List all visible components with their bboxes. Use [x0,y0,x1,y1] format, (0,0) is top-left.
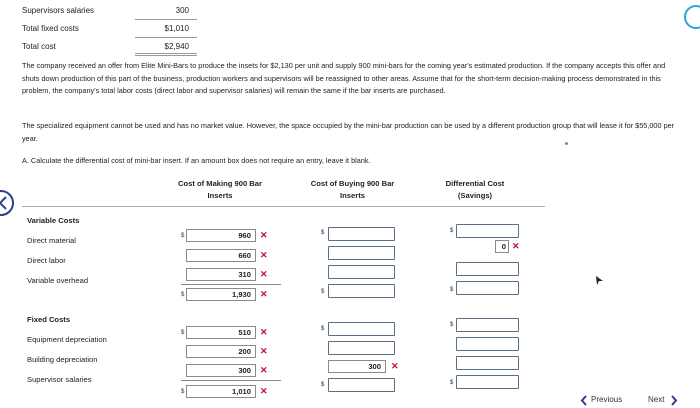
previous-button[interactable] [580,394,630,408]
top-row-value: 300 [175,6,189,15]
chevron-left-icon [0,192,12,214]
differential-building-depreciation-input[interactable] [456,337,519,351]
dollar-sign: $ [450,287,454,293]
incorrect-mark-icon: ✕ [260,230,268,240]
cursor-dot [565,142,568,145]
subtotal-line [181,380,281,381]
top-row-value: $1,010 [164,24,189,33]
side-panel-ring-icon[interactable] [684,5,700,29]
mouse-cursor-icon [596,276,604,286]
buying-building-depreciation-input[interactable] [328,341,395,355]
making-variable-overhead-input[interactable]: 310 [186,268,256,281]
buying-variable-total-input[interactable] [328,284,395,298]
dollar-sign: $ [450,322,454,328]
dollar-sign: $ [450,228,454,234]
dollar-sign: $ [181,292,185,298]
dollar-sign: $ [321,230,325,236]
buying-supervisor-salaries-input[interactable]: 300 [328,360,386,373]
row-label-building-depreciation: Building depreciation [27,355,98,364]
making-equipment-depreciation-input[interactable]: 510 [186,326,256,339]
divider [135,37,197,38]
dollar-sign: $ [321,326,325,332]
making-building-depreciation-input[interactable]: 200 [186,345,256,358]
differential-fixed-total-input[interactable] [456,375,519,389]
differential-direct-labor-input[interactable]: 0 [495,240,509,253]
chevron-right-icon [670,395,678,406]
section-header-fixed: Fixed Costs [27,315,71,324]
making-supervisor-salaries-input[interactable]: 300 [186,364,256,377]
buying-equipment-depreciation-input[interactable] [328,322,395,336]
incorrect-mark-icon: ✕ [260,386,268,396]
subtotal-line [181,284,281,285]
row-label-direct-labor: Direct labor [27,256,66,265]
top-row-label: Supervisors salaries [22,6,95,15]
divider [135,19,197,20]
top-row-label: Total fixed costs [22,24,79,33]
incorrect-mark-icon: ✕ [260,269,268,279]
double-underline [135,53,197,54]
making-variable-total-input[interactable]: 1,930 [186,288,256,301]
top-row-value: $2,940 [164,42,189,51]
instruction-text: A. Calculate the differential cost of mini-bar insert. If an amount box does not require an entry, leave it blank. [22,156,371,165]
column-header-making: Cost of Making 900 Bar Inserts [178,179,262,200]
making-fixed-total-input[interactable]: 1,010 [186,385,256,398]
buying-fixed-total-input[interactable] [328,378,395,392]
making-direct-material-input[interactable]: 960 [186,229,256,242]
incorrect-mark-icon: ✕ [260,346,268,356]
chevron-left-icon [580,395,588,406]
differential-variable-total-input[interactable] [456,281,519,295]
incorrect-mark-icon: ✕ [260,365,268,375]
problem-text-paragraph: The company received an offer from Elite Mini-Bars to produce the insets for $2,130 per unit and supply 900 mini-bars for the coming year's estimated production. If the company accepts this offer and shuts down production of this part of the business, production workers and supervisors will be reassigned to other areas. Assume that for the short-term decision-making process demonstrated in this problem, the company's total labor costs (direct labor and supervisor salaries) will remain the same if the bar inserts are purchased. [22,61,666,95]
section-header-variable: Variable Costs [27,216,80,225]
differential-supervisor-salaries-input[interactable] [456,356,519,370]
buying-variable-overhead-input[interactable] [328,265,395,279]
dollar-sign: $ [181,330,185,336]
incorrect-mark-icon: ✕ [260,289,268,299]
row-label-equipment-depreciation: Equipment depreciation [27,335,107,344]
header-divider [22,206,545,207]
column-header-buying: Cost of Buying 900 Bar Inserts [310,179,395,200]
dollar-sign: $ [321,382,325,388]
collapse-panel-button[interactable] [0,190,14,216]
top-row-label: Total cost [22,42,56,51]
row-label-direct-material: Direct material [27,236,76,245]
incorrect-mark-icon: ✕ [260,327,268,337]
row-label-variable-overhead: Variable overhead [27,276,89,285]
next-label: Next [648,395,665,404]
incorrect-mark-icon: ✕ [260,250,268,260]
differential-direct-material-input[interactable] [456,224,519,238]
dollar-sign: $ [321,289,325,295]
differential-equipment-depreciation-input[interactable] [456,318,519,332]
dollar-sign: $ [181,233,185,239]
double-underline [135,55,197,56]
differential-variable-overhead-input[interactable] [456,262,519,276]
buying-direct-labor-input[interactable] [328,246,395,260]
problem-text-paragraph: The specialized equipment cannot be used and has no market value. However, the space occupied by the mini-bar production can be used by a different production group that will lease it for $55,000 per year. [22,121,675,143]
incorrect-mark-icon: ✕ [512,241,520,251]
dollar-sign: $ [450,380,454,386]
previous-label: Previous [591,395,623,404]
next-button[interactable] [648,394,698,408]
making-direct-labor-input[interactable]: 660 [186,249,256,262]
buying-direct-material-input[interactable] [328,227,395,241]
column-header-differential: Differential Cost (Savings) [445,179,505,200]
dollar-sign: $ [181,389,185,395]
row-label-supervisor-salaries: Supervisor salaries [27,375,92,384]
incorrect-mark-icon: ✕ [391,361,399,371]
